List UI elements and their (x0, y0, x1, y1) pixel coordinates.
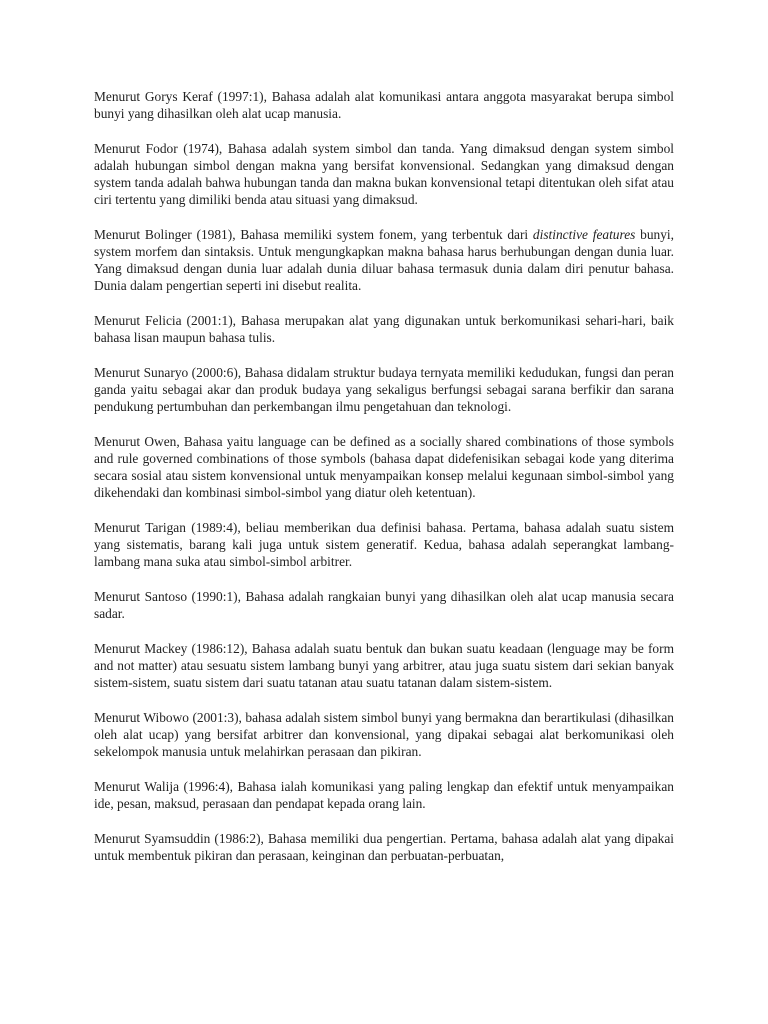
paragraph-tarigan: Menurut Tarigan (1989:4), beliau memberikan dua definisi bahasa. Pertama, bahasa adalah suatu sistem yang sistematis, barang kali juga untuk sistem generatif. Kedua, bahasa adalah seperangkat lambang-lambang mana suka atau simbol-simbol arbitrer. (94, 520, 674, 569)
paragraph-fodor: Menurut Fodor (1974), Bahasa adalah system simbol dan tanda. Yang dimaksud dengan system simbol adalah hubungan simbol dengan makna yang bersifat konvensional. Sedangkan yang dimaksud dengan system tanda adalah bahwa hubungan tanda dan makna bukan konvensional tetapi ditentukan oleh sifat atau ciri tertentu yang dimiliki benda atau situasi yang dimaksud. (94, 141, 674, 207)
paragraph-santoso: Menurut Santoso (1990:1), Bahasa adalah rangkaian bunyi yang dihasilkan oleh alat ucap manusia secara sadar. (94, 589, 674, 621)
paragraph-owen: Menurut Owen, Bahasa yaitu language can be defined as a socially shared combinations of those symbols and rule governed combinations of those symbols (bahasa dapat didefenisikan sebagai kode yang diterima secara sosial atau sistem konvensional untuk menyampaikan konsep melalui kegunaan simbol-simbol yang dikehendaki dan kombinasi simbol-simbol yang diatur oleh ketentuan). (94, 434, 674, 500)
paragraph-felicia: Menurut Felicia (2001:1), Bahasa merupakan alat yang digunakan untuk berkomunikasi sehari-hari, baik bahasa lisan maupun bahasa tulis. (94, 313, 674, 345)
paragraph-walija: Menurut Walija (1996:4), Bahasa ialah komunikasi yang paling lengkap dan efektif untuk menyampaikan ide, pesan, maksud, perasaan dan pendapat kepada orang lain. (94, 779, 674, 811)
paragraph-mackey: Menurut Mackey (1986:12), Bahasa adalah suatu bentuk dan bukan suatu keadaan (lenguage may be form and not matter) atau sesuatu sistem lambang bunyi yang arbitrer, atau juga suatu sistem dari sekian banyak sistem-sistem, suatu sistem dari suatu tatanan atau suatu tatanan dalam sistem-sistem. (94, 641, 674, 690)
paragraph-keraf: Menurut Gorys Keraf (1997:1), Bahasa adalah alat komunikasi antara anggota masyarakat berupa simbol bunyi yang dihasilkan oleh alat ucap manusia. (94, 89, 674, 121)
paragraph-bolinger-italic-term: distinctive features (532, 227, 636, 242)
paragraph-wibowo: Menurut Wibowo (2001:3), bahasa adalah sistem simbol bunyi yang bermakna dan berartikulasi (dihasilkan oleh alat ucap) yang bersifat arbitrer dan konvensional, yang dipakai sebagai alat berkomunikasi oleh sekelompok manusia untuk melahirkan perasaan dan pikiran. (94, 710, 674, 759)
paragraph-bolinger-text-before: Menurut Bolinger (1981), Bahasa memiliki system fonem, yang terbentuk dari (94, 227, 533, 242)
paragraph-syamsuddin: Menurut Syamsuddin (1986:2), Bahasa memiliki dua pengertian. Pertama, bahasa adalah alat yang dipakai untuk membentuk pikiran dan perasaan, keinginan dan perbuatan-perbuatan, (94, 831, 674, 863)
paragraph-sunaryo: Menurut Sunaryo (2000:6), Bahasa didalam struktur budaya ternyata memiliki kedudukan, fungsi dan peran ganda yaitu sebagai akar dan produk budaya yang sekaligus berfungsi sebagai sarana berfikir dan sarana pendukung pertumbuhan dan perkembangan ilmu pengetahuan dan teknologi. (94, 365, 674, 414)
paragraph-bolinger-text-after: bunyi, system morfem dan sintaksis. Untuk mengungkapkan makna bahasa harus berhubungan dengan dunia luar. Yang dimaksud dengan dunia luar adalah dunia diluar bahasa termasuk dunia dalam diri penutur bahasa. Dunia dalam pengertian seperti ini disebut realita. (94, 227, 674, 293)
document-body (94, 88, 674, 864)
paragraph-bolinger (94, 226, 674, 294)
